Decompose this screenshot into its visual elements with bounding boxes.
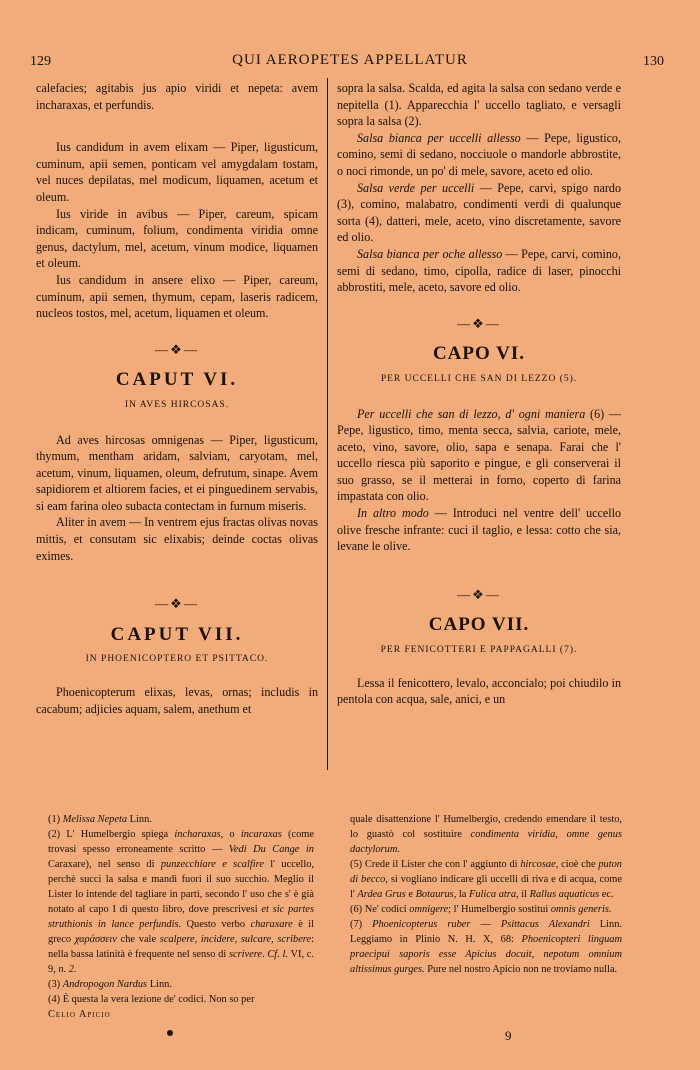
italian-chapter6-para-2: In altro modo — Introduci nel ventre dell' uccello olive fresche infrante: cuci il taglio, e lessa: cotto che sia, levane le olive. [337, 506, 621, 554]
latin-recipe-1: Ius candidum in avem elixam — Piper, ligusticum, cuminum, apii semen, ponticam vel amygdalam tostam, vel nuces depilatas, mel modicum, liquamen, acetum et oleum. [36, 140, 318, 204]
italian-intro: sopra la salsa. Scalda, ed agita la salsa con sedano verde e nepitella (1). Apparecchia l' uccello tagliato, e versagli sopra la salsa (2). [337, 81, 621, 129]
signature-number: 9 [505, 1028, 512, 1043]
latin-recipe-2: Ius viride in avibus — Piper, careum, spicam indicam, cuminum, folium, condimenta viridia omne genus, dactylum, mel, acetum, vinum modice, liquamen et oleum. [36, 206, 318, 271]
chapter-title-italian-6: CAPO VI. [432, 343, 526, 365]
signature-line: Celio Apicio [48, 1009, 111, 1020]
chapter-title-latin-6: CAPUT VI. [115, 369, 239, 391]
chapter-subtitle-latin-7: IN PHOENICOPTERO ET PSITTACO. [85, 654, 269, 665]
italian-recipe-3: Salsa bianca per oche allesso — Pepe, carvi, comino, semi di sedano, timo, cipolla, radice di laser, pinocchi abbrostiti, mele, aceto, savore ed olio. [337, 246, 622, 295]
footnote-2: (2) L' Humelbergio spiega incharaxas, o incaraxas (come trovasi spesso erroneamente scritto — Vedi Du Cange in Caraxare), nel senso di punzecchiare e scalfire l' uccello, perchè succi la salsa e mandi fuori il suo succhio. Meglio il Lister lo intende del tagliare in parti, secondo l' uso che s' è già notato al capo I di questo libro, dove prescrivesi et sic partes struthionis in lance perfundis. Questo verbo charaxare è il greco χαράσσειν che vale scalpere, incidere, sulcare, scribere: nella bassa latinità è frequente nel senso di scrivere. Cf. l. VI, c. 9, n. 2. [48, 829, 315, 975]
footnotes-left [48, 812, 314, 1022]
italian-recipe-1: Salsa bianca per uccelli allesso — Pepe, ligustico, comino, semi di sedano, nocciuole o mandorle abbrostite, o noci rimonde, un po' di mele, savore, aceto ed olio. [337, 130, 622, 178]
bullet-mark [167, 1030, 173, 1036]
italian-chapter7-para-1: Lessa il fenicottero, levalo, acconcialo; poi chiudilo in pentola con acqua, sale, anici, e un [337, 675, 621, 707]
ornament: —❖— [457, 315, 501, 331]
latin-intro: calefacies; agitabis jus apio viridi et nepeta: avem incharaxas, et perfundis. [36, 81, 318, 112]
italian-recipe-2: Salsa verde per uccelli — Pepe, carvi, spigo nardo (3), comino, malabatro, condimenti verdi di qualunque sorta (4), datteri, mele, aceto, vino discretamente, savore ed olio. [337, 180, 621, 245]
footnote-6: (6) Ne' codici omnigere; l' Humelbergio sostituì omnis generis. [350, 904, 612, 915]
chapter-subtitle-italian-7: PER FENICOTTERI E PAPPAGALLI (7). [380, 645, 578, 656]
footnotes-right [350, 812, 622, 977]
latin-recipe-3: Ius candidum in ansere elixo — Piper, careum, cuminum, apii semen, thymum, cepam, laseris radicem, nucleos tostos, mel, acetum, liquamen et oleum. [36, 272, 318, 321]
chapter-subtitle-italian-6: PER UCCELLI CHE SAN DI LEZZO (5). [380, 373, 578, 384]
latin-chapter6-para-2: Aliter in avem — In ventrem ejus fractas olivas novas mittis, et consutam sic elixabis; deinde coctas olivas eximes. [36, 515, 318, 563]
footnote-4: (4) È questa la vera lezione de' codici. Non so per [48, 994, 255, 1005]
footnote-4-continued: quale disattenzione l' Humelbergio, credendo emendare il testo, lo guastò col sostituire condimenta viridia, omne genus dactylorum. [350, 814, 622, 855]
italian-chapter6-para-1: Per uccelli che san di lezzo, d' ogni maniera (6) — Pepe, ligustico, timo, menta secca, salvia, cariote, mele, aceto, vino, savore, olio, sapa e senapa. Farai che l' uccello riesca più saporito e pingue, e gli conserverai il suo grasso, se il metterai in forno, coperto di farina impastata con olio. [337, 406, 621, 504]
ornament: —❖— [457, 586, 501, 602]
italian-column [337, 80, 621, 708]
chapter-title-latin-7: CAPUT VII. [110, 623, 244, 645]
ornament: —❖— [155, 341, 199, 357]
ornament: —❖— [155, 596, 199, 612]
latin-chapter7-para-1: Phoenicopterum elixas, levas, ornas; includis in cacabum; adjicies aquam, salem, anethum et [36, 685, 318, 716]
chapter-title-italian-7: CAPO VII. [428, 614, 530, 636]
footnote-3: (3) Andropogon Nardus Linn. [48, 979, 172, 990]
page-header [30, 52, 670, 74]
chapter-subtitle-latin-6: IN AVES HIRCOSAS. [124, 399, 230, 410]
running-head: QUI AEROPETES APPELLATUR [232, 52, 468, 68]
footnote-7: (7) Phoenicopterus ruber — Psittacus Alexandri Linn. Leggiamo in Plinio N. H. X, 68: Phoenicopteri linguam praecipui saporis esse Apicius docuit, nepotum omnium altissimus gurges. Pure nel nostro Apicio non ne troviamo nulla. [350, 919, 623, 975]
column-divider [327, 78, 328, 770]
footnote-1: (1) Melissa Nepeta Linn. [48, 814, 152, 825]
latin-column [36, 80, 318, 717]
page-number-right: 130 [643, 54, 664, 69]
page-number-left: 129 [30, 54, 51, 69]
latin-chapter6-para-1: Ad aves hircosas omnigenas — Piper, ligusticum, thymum, mentham aridam, salviam, caryotam, mel, acetum, vinum, liquamen, oleum, defrutum, sinape. Avem sapidiorem et altiorem facies, et ei pinguedinem servabis, si eam farina oleo subacta contectam in furnum miseris. [36, 432, 318, 513]
footnote-5: (5) Crede il Lister che con l' aggiunto di hircosae, cioè che puton di becco, si vogliano indicare gli uccelli di riva e di acqua, come l' Ardea Grus e Botaurus, la Fulica atra, il Rallus aquaticus ec. [350, 859, 623, 900]
